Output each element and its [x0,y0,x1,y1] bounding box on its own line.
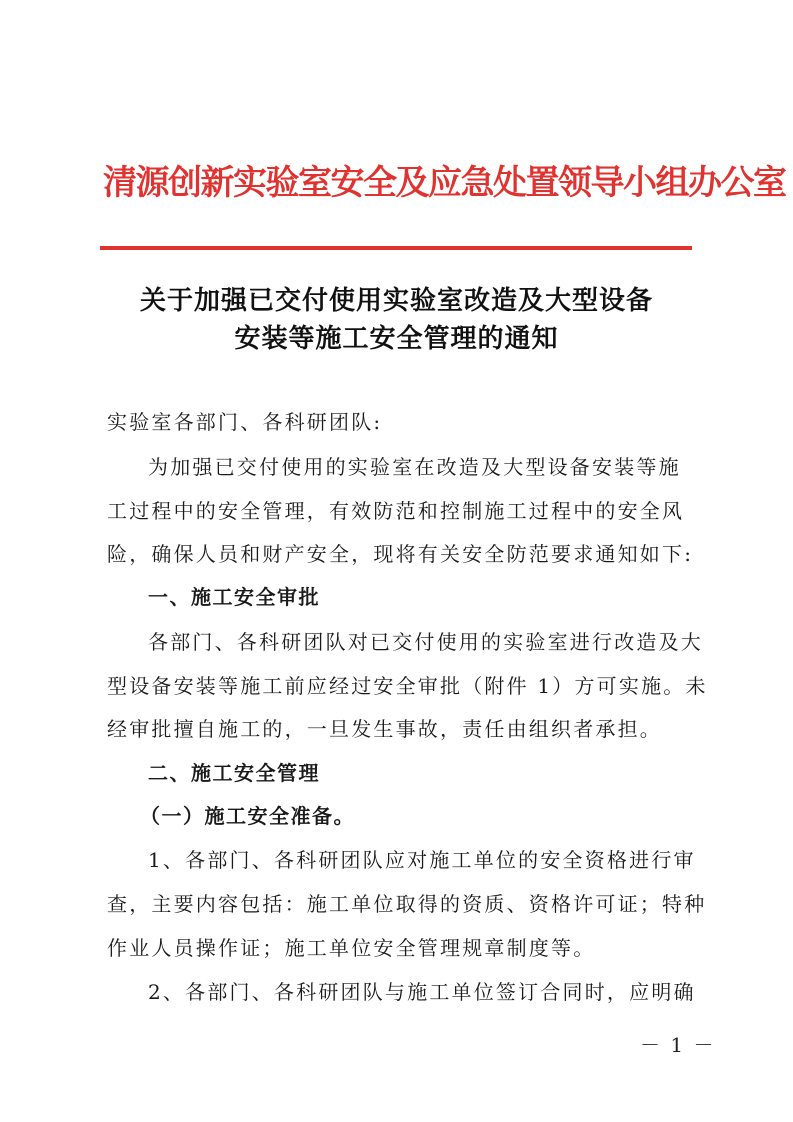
section-1-line-2: 型设备安装等施工前应经过安全审批（附件 1）方可实施。未 [107,674,708,698]
intro-line-1: 为加强已交付使用的实验室在改造及大型设备安装等施 [148,455,681,479]
salutation: 实验室各部门、各科研团队: [107,410,383,434]
section-1-heading: 一、施工安全审批 [148,585,320,609]
item-1-line-2: 查，主要内容包括：施工单位取得的资质、资格许可证；特种 [107,892,707,916]
intro-line-2: 工过程中的安全管理，有效防范和控制施工过程中的安全风 [107,499,685,523]
title-line-1: 关于加强已交付使用实验室改造及大型设备 [139,286,653,316]
page-number: － 1 － [640,1033,716,1057]
issuing-office-header: 清源创新实验室安全及应急处置领导小组办公室 [103,163,786,203]
intro-line-3: 险，确保人员和财产安全，现将有关安全防范要求通知如下: [107,542,694,566]
title-line-2: 安装等施工安全管理的通知 [234,324,559,354]
item-1-line-3: 作业人员操作证；施工单位安全管理规章制度等。 [107,936,596,960]
section-1-line-1: 各部门、各科研团队对已交付使用的实验室进行改造及大 [148,630,703,654]
subsection-1-heading: （一）施工安全准备。 [140,804,355,828]
section-2-heading: 二、施工安全管理 [148,761,320,785]
item-2-line-1: 2、各部门、各科研团队与施工单位签订合同时，应明确 [148,980,696,1004]
document-title [90,282,703,358]
item-1-line-1: 1、各部门、各科研团队应对施工单位的安全资格进行审 [148,848,696,872]
section-1-line-3: 经审批擅自施工的，一旦发生事故，责任由组织者承担。 [107,717,662,741]
header-red-rule [100,246,692,250]
